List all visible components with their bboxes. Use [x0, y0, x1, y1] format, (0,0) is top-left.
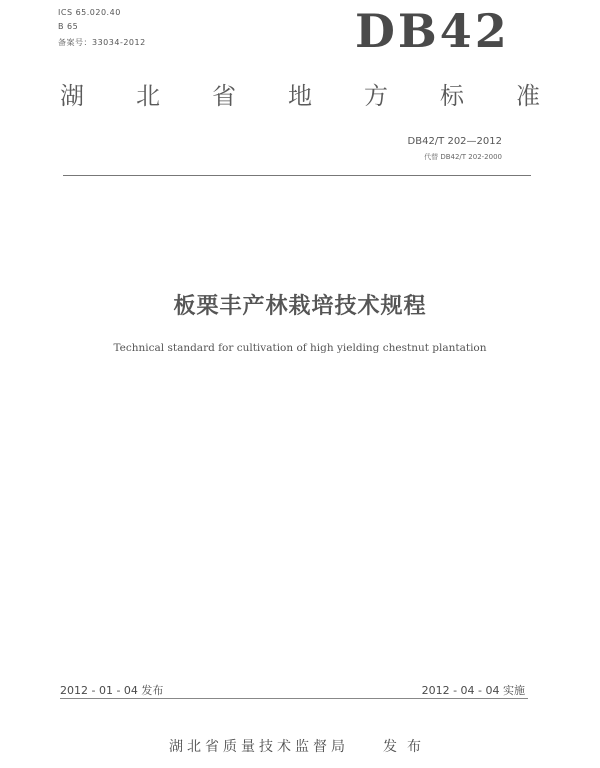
standard-type-char: 准 — [516, 82, 540, 110]
document-title-cn: 板栗丰产林栽培技术规程 — [173, 294, 427, 319]
implementation-date: 2012 - 04 - 04 实施 — [421, 684, 525, 697]
standard-type-char: 方 — [364, 82, 388, 110]
standard-type-char: 湖 — [60, 82, 84, 110]
ccs-code: B 65 — [58, 22, 79, 31]
standard-code-mark: DB42 — [355, 4, 510, 58]
standard-type-char: 地 — [288, 82, 312, 110]
standard-type-char: 省 — [212, 82, 236, 110]
standard-type-char: 标 — [440, 82, 464, 110]
ics-code: ICS 65.020.40 — [58, 8, 121, 17]
issue-date: 2012 - 01 - 04 发布 — [60, 684, 164, 697]
standard-type-char: 北 — [136, 82, 160, 110]
publisher-line — [0, 736, 600, 756]
filing-number: 备案号：33034-2012 — [58, 38, 146, 47]
standard-type-heading — [60, 76, 540, 111]
document-title-en: Technical standard for cultivation of high yielding chestnut plantation — [113, 342, 487, 354]
issuing-authority: 湖北省质量技术监督局 — [169, 739, 349, 755]
publish-action: 发布 — [383, 739, 431, 755]
footer-divider — [60, 698, 528, 699]
standard-number: DB42/T 202—2012 — [407, 136, 502, 147]
header-divider — [63, 175, 531, 176]
replaces-note: 代替 DB42/T 202-2000 — [424, 153, 502, 161]
